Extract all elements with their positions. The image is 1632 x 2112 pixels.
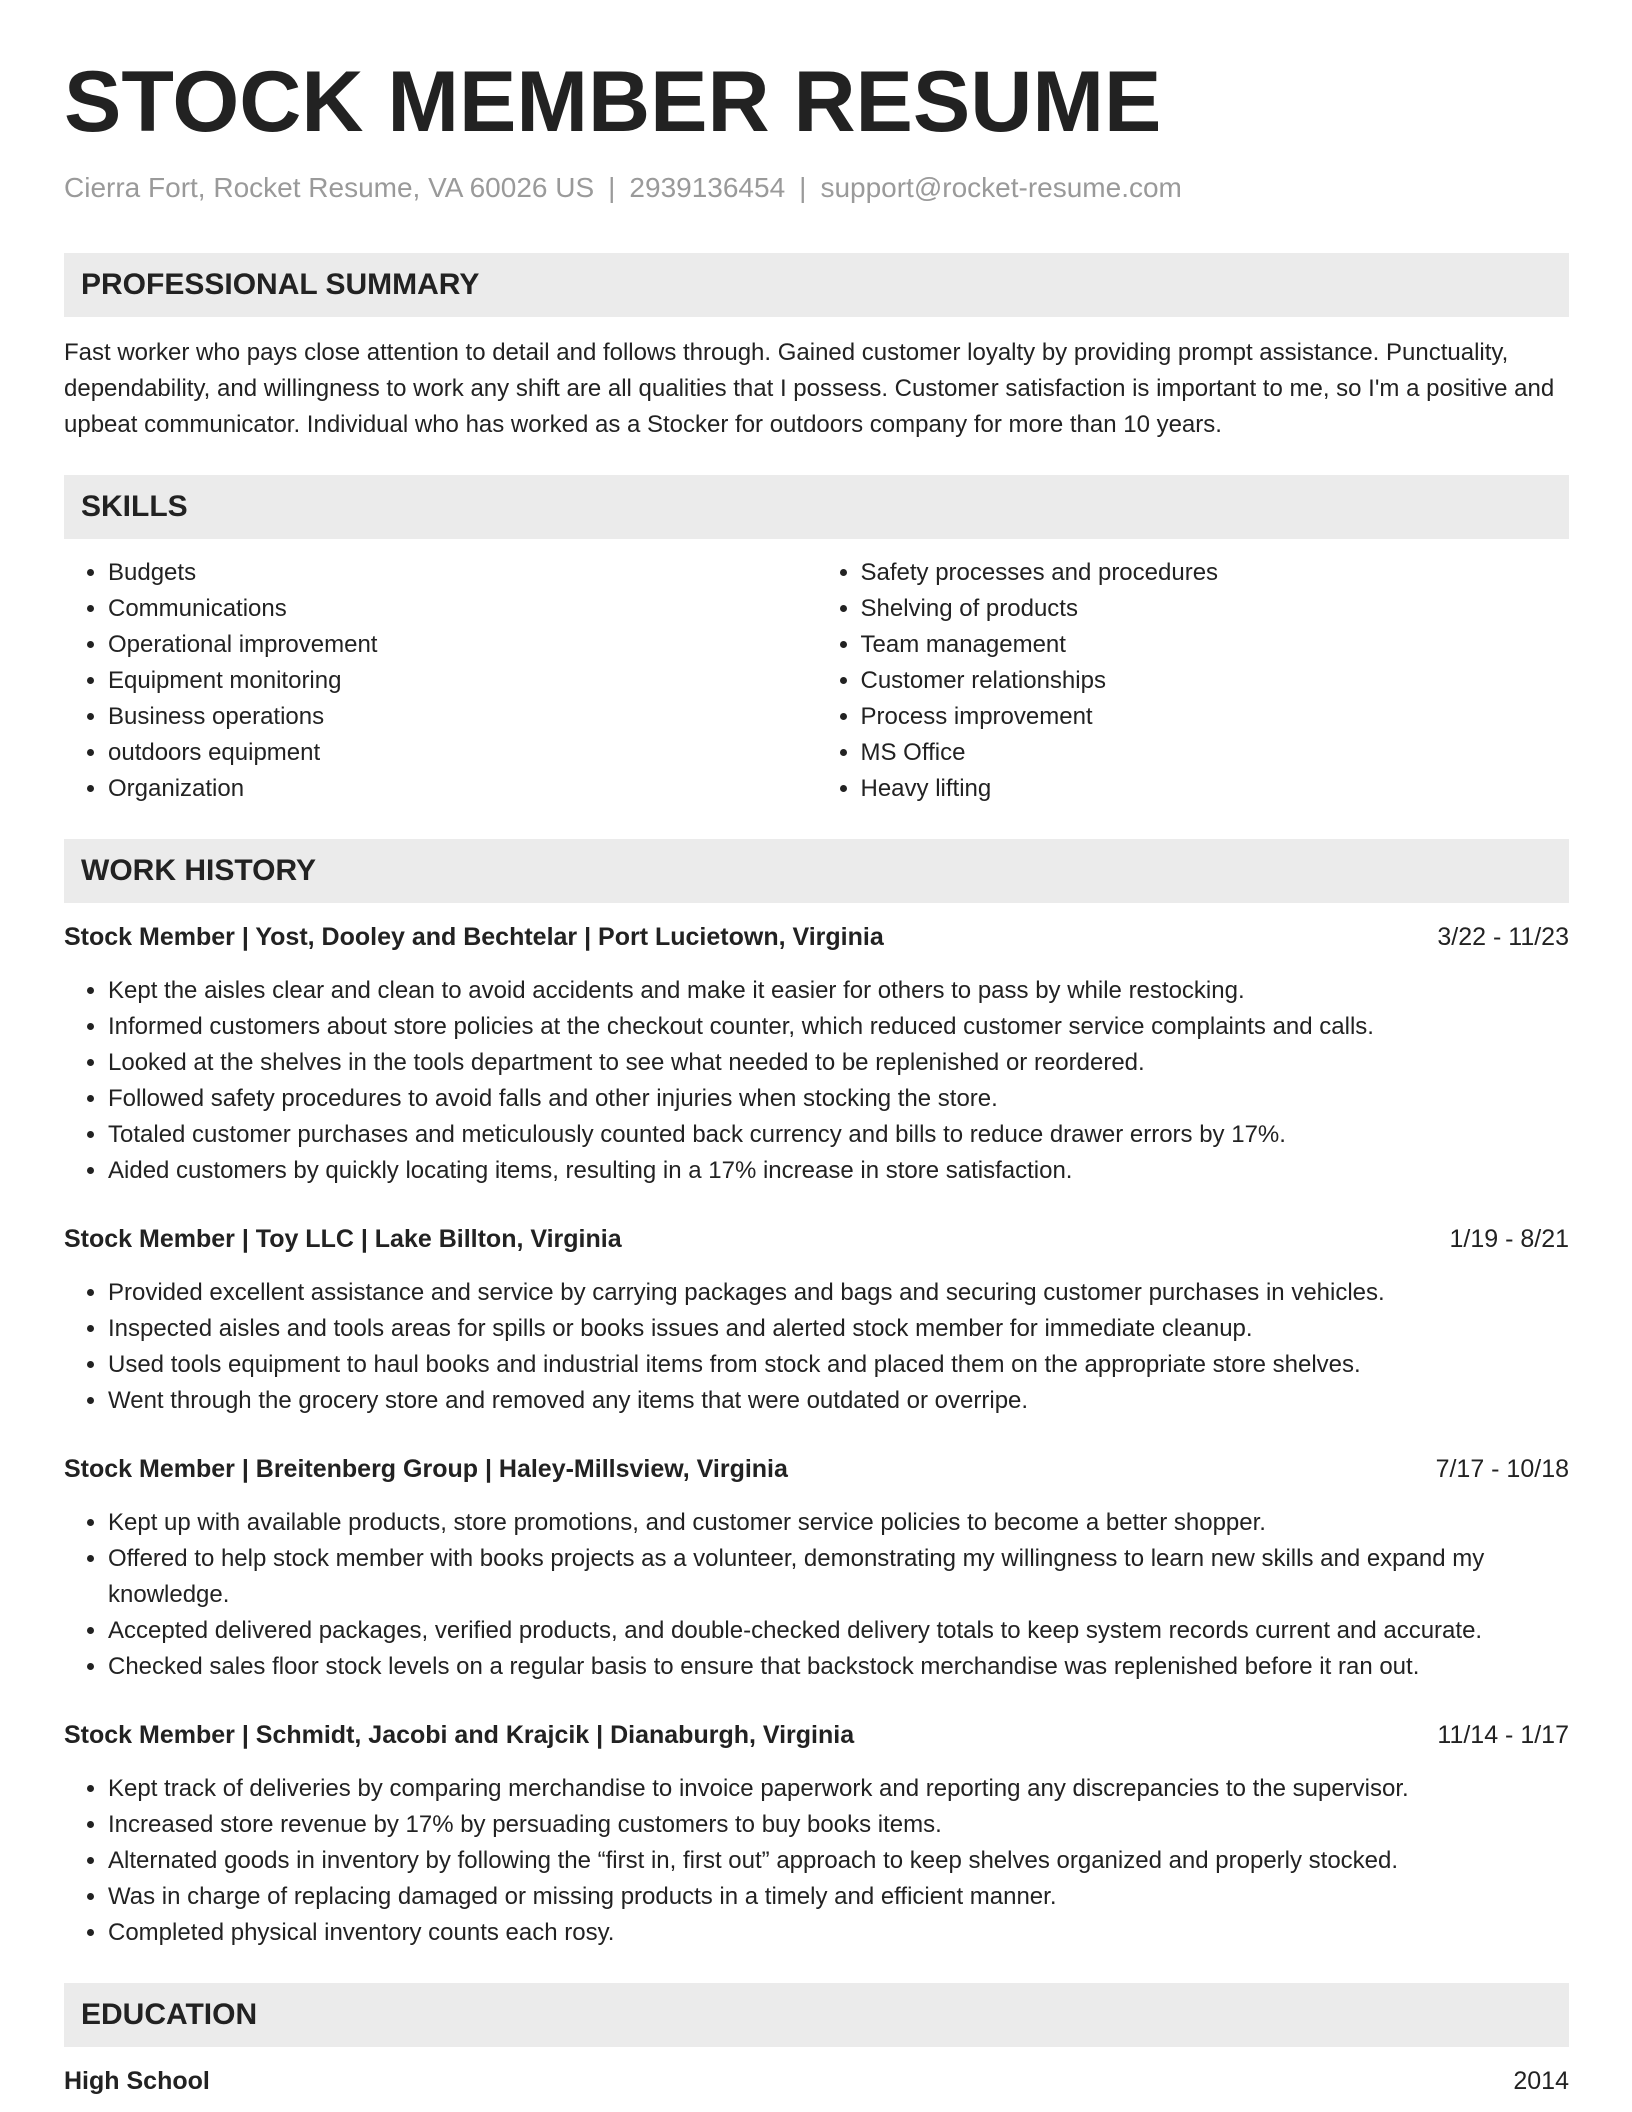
job-header [64, 1221, 1569, 1257]
skill-item: • MS Office [861, 735, 1570, 771]
skill-item: • Process improvement [861, 699, 1570, 735]
job-entry [64, 1717, 1569, 1951]
job-bullet: • Increased store revenue by 17% by persuading customers to buy books items. [108, 1807, 1569, 1843]
skill-item: • Customer relationships [861, 663, 1570, 699]
job-bullet: • Accepted delivered packages, verified products, and double-checked delivery totals to keep system records current and accurate. [108, 1613, 1569, 1649]
job-header [64, 919, 1569, 955]
job-bullets [64, 1505, 1569, 1685]
job-entry [64, 1221, 1569, 1419]
skills-column-left [64, 555, 817, 807]
job-bullet: • Followed safety procedures to avoid falls and other injuries when stocking the store. [108, 1081, 1569, 1117]
job-entry [64, 1451, 1569, 1685]
education-dates: 2014 [1513, 2067, 1569, 2095]
skill-item: • outdoors equipment [108, 735, 817, 771]
job-bullet: • Aided customers by quickly locating items, resulting in a 17% increase in store satisfaction. [108, 1153, 1569, 1189]
job-title: Stock Member | Yost, Dooley and Bechtelar | Port Lucietown, Virginia [64, 923, 884, 951]
education-title: High School [64, 2067, 210, 2095]
job-bullet: • Informed customers about store policies at the checkout counter, which reduced customer service complaints and calls. [108, 1009, 1569, 1045]
section-heading-work-history: WORK HISTORY [64, 839, 1569, 903]
job-header [64, 1451, 1569, 1487]
skill-item: • Equipment monitoring [108, 663, 817, 699]
job-entry [64, 919, 1569, 1189]
job-dates: 3/22 - 11/23 [1437, 923, 1569, 951]
job-title: Stock Member | Schmidt, Jacobi and Krajcik | Dianaburgh, Virginia [64, 1721, 855, 1749]
job-bullet: • Looked at the shelves in the tools department to see what needed to be replenished or reordered. [108, 1045, 1569, 1081]
section-heading-summary: PROFESSIONAL SUMMARY [64, 253, 1569, 317]
job-bullet: • Completed physical inventory counts each rosy. [108, 1915, 1569, 1951]
summary-text: Fast worker who pays close attention to detail and follows through. Gained customer loyalty by providing prompt assistance. Punctuality, dependability, and willingness to work any shift are all qualities that I possess. Customer satisfaction is important to me, so I'm a positive and upbeat communicator. Individual who has worked as a Stocker for outdoors company for more than 10 years. [64, 339, 1555, 438]
job-bullet: • Kept up with available products, store promotions, and customer service policies to become a better shopper. [108, 1505, 1569, 1541]
job-header [64, 1717, 1569, 1753]
section-heading-education: EDUCATION [64, 1983, 1569, 2047]
job-bullet: • Was in charge of replacing damaged or missing products in a timely and efficient manner. [108, 1879, 1569, 1915]
skill-item: • Business operations [108, 699, 817, 735]
skill-item: • Heavy lifting [861, 771, 1570, 807]
contact-separator: | [799, 172, 807, 203]
contact-email: support@rocket-resume.com [820, 172, 1182, 203]
section-heading-skills: SKILLS [64, 475, 1569, 539]
contact-phone: 2939136454 [629, 172, 786, 203]
resume-page [64, 52, 1569, 2099]
contact-address: Cierra Fort, Rocket Resume, VA 60026 US [64, 172, 595, 203]
skill-item: • Communications [108, 591, 817, 627]
job-dates: 1/19 - 8/21 [1449, 1225, 1569, 1253]
job-bullets [64, 973, 1569, 1189]
job-bullets [64, 1771, 1569, 1951]
skill-item: • Shelving of products [861, 591, 1570, 627]
education-entry [64, 2063, 1569, 2099]
job-bullet: • Checked sales floor stock levels on a regular basis to ensure that backstock merchandise was replenished before it ran out. [108, 1649, 1569, 1685]
job-bullets [64, 1275, 1569, 1419]
job-bullet: • Kept track of deliveries by comparing merchandise to invoice paperwork and reporting any discrepancies to the supervisor. [108, 1771, 1569, 1807]
job-bullet: • Went through the grocery store and removed any items that were outdated or overripe. [108, 1383, 1569, 1419]
resume-title: STOCK MEMBER RESUME [64, 54, 1162, 150]
skills-column-right [817, 555, 1570, 807]
skills-list [64, 555, 1569, 807]
contact-line [64, 168, 1569, 208]
job-bullet: • Kept the aisles clear and clean to avoid accidents and make it easier for others to pass by while restocking. [108, 973, 1569, 1009]
job-bullet: • Offered to help stock member with books projects as a volunteer, demonstrating my willingness to learn new skills and expand my knowledge. [108, 1541, 1569, 1613]
job-dates: 11/14 - 1/17 [1437, 1721, 1569, 1749]
skill-item: • Operational improvement [108, 627, 817, 663]
job-bullet: • Alternated goods in inventory by following the “first in, first out” approach to keep shelves organized and properly stocked. [108, 1843, 1569, 1879]
skill-item: • Budgets [108, 555, 817, 591]
job-bullet: • Totaled customer purchases and meticulously counted back currency and bills to reduce drawer errors by 17%. [108, 1117, 1569, 1153]
skill-item: • Safety processes and procedures [861, 555, 1570, 591]
job-title: Stock Member | Breitenberg Group | Haley-Millsview, Virginia [64, 1455, 788, 1483]
job-bullet: • Inspected aisles and tools areas for spills or books issues and alerted stock member for immediate cleanup. [108, 1311, 1569, 1347]
job-bullet: • Provided excellent assistance and service by carrying packages and bags and securing customer purchases in vehicles. [108, 1275, 1569, 1311]
job-title: Stock Member | Toy LLC | Lake Billton, Virginia [64, 1225, 622, 1253]
job-bullet: • Used tools equipment to haul books and industrial items from stock and placed them on the appropriate store shelves. [108, 1347, 1569, 1383]
job-dates: 7/17 - 10/18 [1435, 1455, 1569, 1483]
contact-separator: | [608, 172, 616, 203]
skill-item: • Organization [108, 771, 817, 807]
skill-item: • Team management [861, 627, 1570, 663]
